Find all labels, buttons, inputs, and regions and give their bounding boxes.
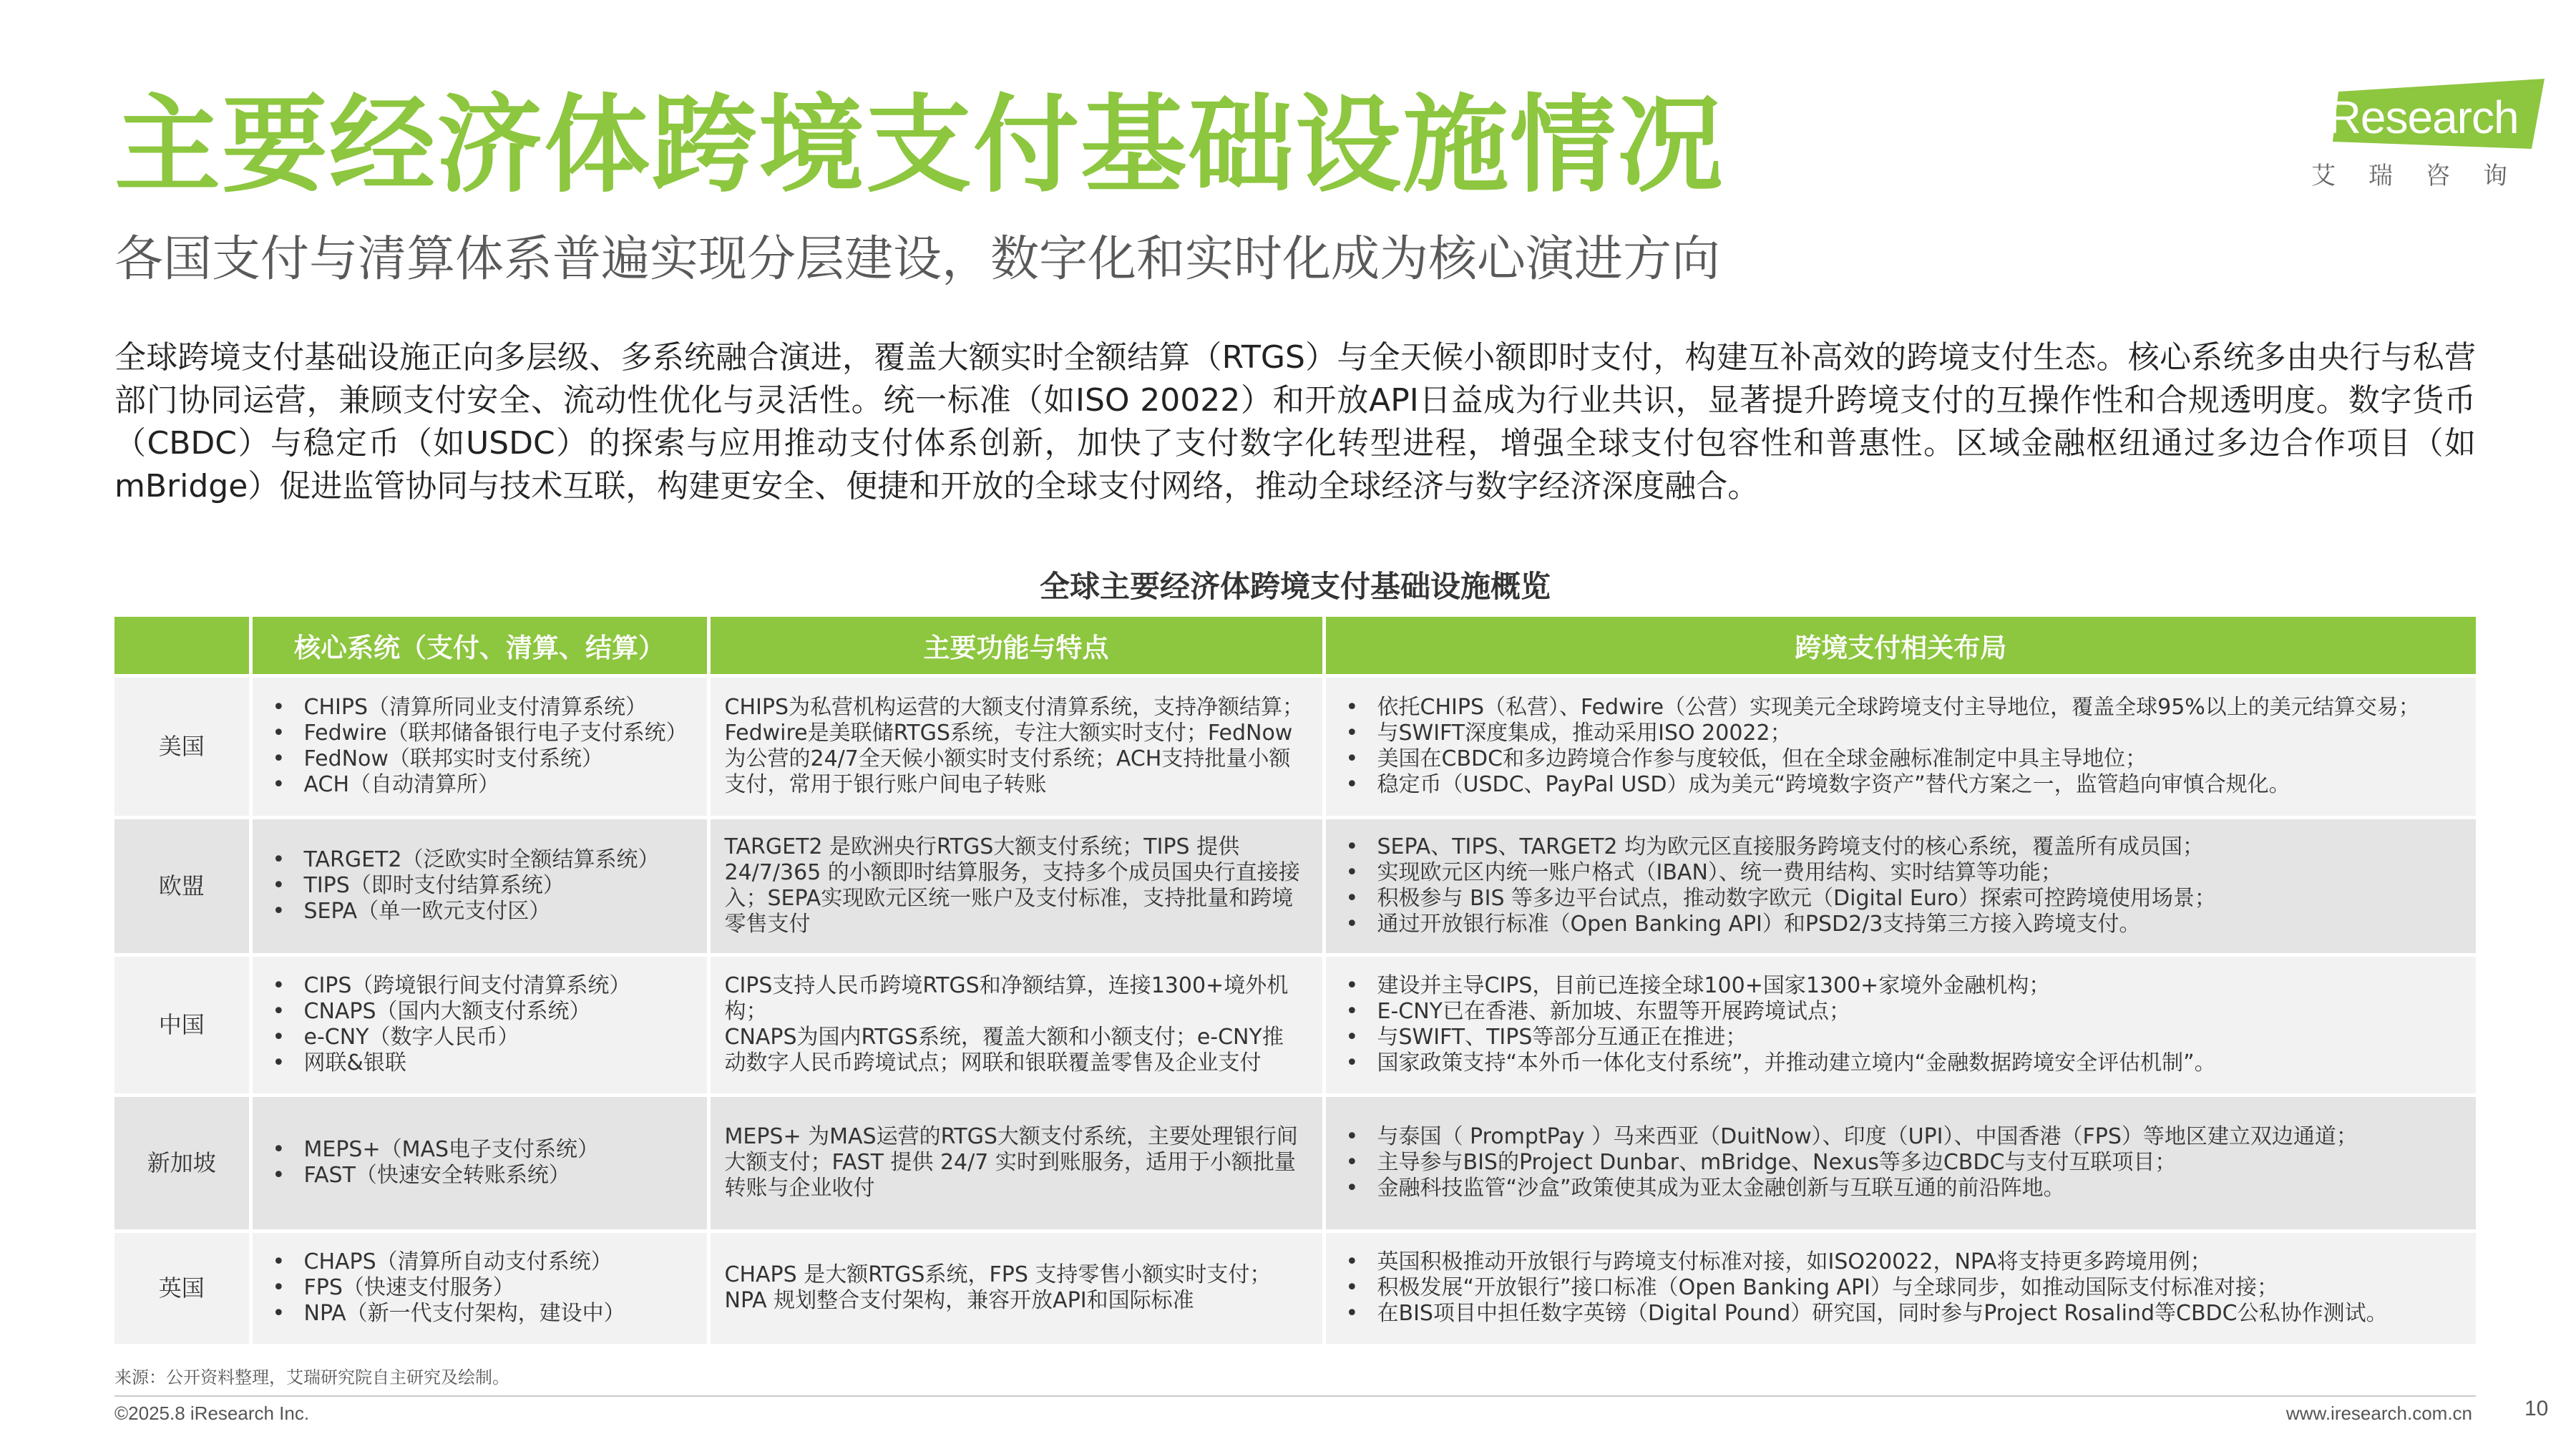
system-item: • Fedwire（联邦储备银行电子支付系统） [267, 721, 693, 746]
layout-cell [1324, 1095, 2476, 1231]
feature-line: 为公营的24/7全天候小额实时支付系统；ACH支持批量小额 [724, 746, 1291, 771]
region-cell: 新加坡 [114, 1095, 250, 1231]
layout-item: • 在BIS项目中担任数字英镑（Digital Pound）研究国，同时参与Project Rosalind等CBDC公私协作测试。 [1340, 1301, 2462, 1327]
features-cell [708, 1095, 1324, 1231]
system-item: • NPA（新一代支付架构，建设中） [267, 1301, 693, 1327]
system-item: • FAST（快速安全转账系统） [267, 1163, 693, 1189]
layout-item: • 建设并主导CIPS，目前已连接全球100+国家1300+家境外金融机构； [1340, 973, 2462, 999]
table-row [114, 817, 2476, 955]
system-item: • ACH（自动清算所） [267, 772, 693, 798]
feature-line: 动数字人民币跨境试点；网联和银联覆盖零售及企业支付 [724, 1050, 1262, 1075]
table-row [114, 1231, 2476, 1344]
layout-cell [1324, 817, 2476, 955]
systems-cell [250, 675, 708, 817]
layout-item: • 积极参与 BIS 等多边平台试点，推动数字欧元（Digital Euro）探索可控跨境使用场景； [1340, 886, 2462, 912]
feature-line: 转账与企业收付 [724, 1176, 875, 1201]
feature-line: CIPS支持人民币跨境RTGS和净额结算，连接1300+境外机构； [724, 973, 1289, 1024]
layout-item: • 英国积极推动开放银行与跨境支付标准对接，如ISO20022，NPA将支持更多跨境用例； [1340, 1249, 2462, 1275]
features-cell [708, 955, 1324, 1095]
region-cell: 英国 [114, 1231, 250, 1344]
systems-cell [250, 1231, 708, 1344]
intro-paragraph: 全球跨境支付基础设施正向多层级、多系统融合演进，覆盖大额实时全额结算（RTGS）与全天候小额即时支付，构建互补高效的跨境支付生态。核心系统多由央行与私营部门协同运营，兼顾支付安全、流动性优化与灵活性。统一标准（如ISO 20022）和开放API日益成为行业共识，显著提升跨境支付的互操作性和合规透明度。数字货币（CBDC）与稳定币（如USDC）的探索与应用推动支付体系创新，加快了支付数字化转型进程，增强全球支付包容性和普惠性。区域金融枢纽通过多边合作项目（如mBridge）促进监管协同与技术互联，构建更安全、便捷和开放的全球支付网络，推动全球经济与数字经济深度融合。 [114, 339, 2476, 504]
layout-item: • 与SWIFT、TIPS等部分互通正在推进； [1340, 1025, 2462, 1050]
system-item: • FPS（快速支付服务） [267, 1275, 693, 1301]
layout-item: • 美国在CBDC和多边跨境合作参与度较低，但在全球金融标准制定中具主导地位； [1340, 746, 2462, 772]
feature-line: 大额支付；FAST 提供 24/7 实时到账服务，适用于小额批量 [724, 1150, 1296, 1175]
systems-cell [250, 1095, 708, 1231]
page-subtitle: 各国支付与清算体系普遍实现分层建设，数字化和实时化成为核心演进方向 [114, 231, 1721, 288]
layout-cell [1324, 675, 2476, 817]
logo-brand-text: iResearch [2318, 92, 2519, 143]
table-header-row [114, 617, 2476, 675]
layout-item: • 实现欧元区内统一账户格式（IBAN）、统一费用结构、实时结算等功能； [1340, 860, 2462, 886]
source-note: 来源：公开资料整理，艾瑞研究院自主研究及绘制。 [114, 1367, 509, 1387]
header-region [114, 617, 250, 675]
layout-cell [1324, 955, 2476, 1095]
footer-divider [114, 1395, 2476, 1397]
logo-cn-text: 艾瑞咨询 [2311, 162, 2540, 190]
layout-item: • 国家政策支持“本外币一体化支付系统”，并推动建立境内“金融数据跨境安全评估机制”。 [1340, 1050, 2462, 1076]
system-item: • MEPS+（MAS电子支付系统） [267, 1137, 693, 1163]
system-item: • TARGET2（泛欧实时全额结算系统） [267, 847, 693, 873]
layout-item: • 与泰国（ PromptPay ）马来西亚（DuitNow）、印度（UPI）、中国香港（FPS）等地区建立双边通道； [1340, 1124, 2462, 1150]
layout-item: • 积极发展“开放银行”接口标准（Open Banking API）与全球同步，如推动国际支付标准对接； [1340, 1275, 2462, 1301]
system-item: • FedNow（联邦实时支付系统） [267, 746, 693, 772]
layout-item: • 依托CHIPS（私营）、Fedwire（公营）实现美元全球跨境支付主导地位，覆盖全球95%以上的美元结算交易； [1340, 695, 2462, 721]
system-item: • CHIPS（清算所同业支付清算系统） [267, 695, 693, 721]
region-cell: 中国 [114, 955, 250, 1095]
region-cell: 美国 [114, 675, 250, 817]
copyright-text: ©2025.8 iResearch Inc. [114, 1402, 310, 1424]
layout-item: • 主导参与BIS的Project Dunbar、mBridge、Nexus等多边CBDC与支付互联项目； [1340, 1150, 2462, 1176]
layout-item: • 通过开放银行标准（Open Banking API）和PSD2/3支持第三方接入跨境支付。 [1340, 912, 2462, 937]
systems-cell [250, 955, 708, 1095]
system-item: • 网联&银联 [267, 1050, 693, 1076]
table-row [114, 1095, 2476, 1231]
system-item: • CNAPS（国内大额支付系统） [267, 999, 693, 1025]
infrastructure-table [114, 617, 2476, 1344]
system-item: • e-CNY（数字人民币） [267, 1025, 693, 1050]
layout-item: • 稳定币（USDC、PayPal USD）成为美元“跨境数字资产”替代方案之一，监管趋向审慎合规化。 [1340, 772, 2462, 798]
feature-line: CNAPS为国内RTGS系统，覆盖大额和小额支付；e-CNY推 [724, 1025, 1284, 1050]
system-item: • CHAPS（清算所自动支付系统） [267, 1249, 693, 1275]
iresearch-logo [2311, 72, 2540, 193]
layout-item: • 金融科技监管“沙盒”政策使其成为亚太金融创新与互联互通的前沿阵地。 [1340, 1176, 2462, 1201]
page-number: 10 [2524, 1397, 2549, 1420]
feature-line: Fedwire是美联储RTGS系统，专注大额实时支付；FedNow [724, 721, 1293, 746]
layout-item: • SEPA、TIPS、TARGET2 均为欧元区直接服务跨境支付的核心系统，覆盖所有成员国； [1340, 834, 2462, 860]
feature-line: 入；SEPA实现欧元区统一账户及支付标准，支持批量和跨境 [724, 886, 1294, 911]
feature-line: CHAPS 是大额RTGS系统，FPS 支持零售小额实时支付； [724, 1262, 1272, 1288]
website-link[interactable]: www.iresearch.com.cn [2285, 1402, 2472, 1424]
table-title: 全球主要经济体跨境支付基础设施概览 [1039, 569, 1551, 604]
features-cell [708, 817, 1324, 955]
header-layout: 跨境支付相关布局 [1324, 617, 2476, 675]
feature-line: NPA 规划整合支付架构，兼容开放API和国际标准 [724, 1288, 1194, 1314]
feature-line: 24/7/365 的小额即时结算服务，支持多个成员国央行直接接 [724, 860, 1300, 885]
layout-item: • 与SWIFT深度集成，推动采用ISO 20022； [1340, 721, 2462, 746]
feature-line: 支付，常用于银行账户间电子转账 [724, 772, 1047, 797]
features-cell [708, 1231, 1324, 1344]
system-item: • TIPS（即时支付结算系统） [267, 873, 693, 899]
layout-item: • E-CNY已在香港、新加坡、东盟等开展跨境试点； [1340, 999, 2462, 1025]
systems-cell [250, 817, 708, 955]
features-cell [708, 675, 1324, 817]
feature-line: CHIPS为私营机构运营的大额支付清算系统，支持净额结算； [724, 695, 1304, 720]
system-item: • CIPS（跨境银行间支付清算系统） [267, 973, 693, 999]
table-row [114, 675, 2476, 817]
feature-line: 零售支付 [724, 912, 811, 937]
system-item: • SEPA（单一欧元支付区） [267, 899, 693, 924]
header-core-systems: 核心系统（支付、清算、结算） [250, 617, 708, 675]
table-row [114, 955, 2476, 1095]
layout-cell [1324, 1231, 2476, 1344]
region-cell: 欧盟 [114, 817, 250, 955]
header-features: 主要功能与特点 [708, 617, 1324, 675]
feature-line: TARGET2 是欧洲央行RTGS大额支付系统；TIPS 提供 [724, 834, 1240, 859]
feature-line: MEPS+ 为MAS运营的RTGS大额支付系统，主要处理银行间 [724, 1124, 1298, 1149]
page-title: 主要经济体跨境支付基础设施情况 [114, 84, 1724, 207]
